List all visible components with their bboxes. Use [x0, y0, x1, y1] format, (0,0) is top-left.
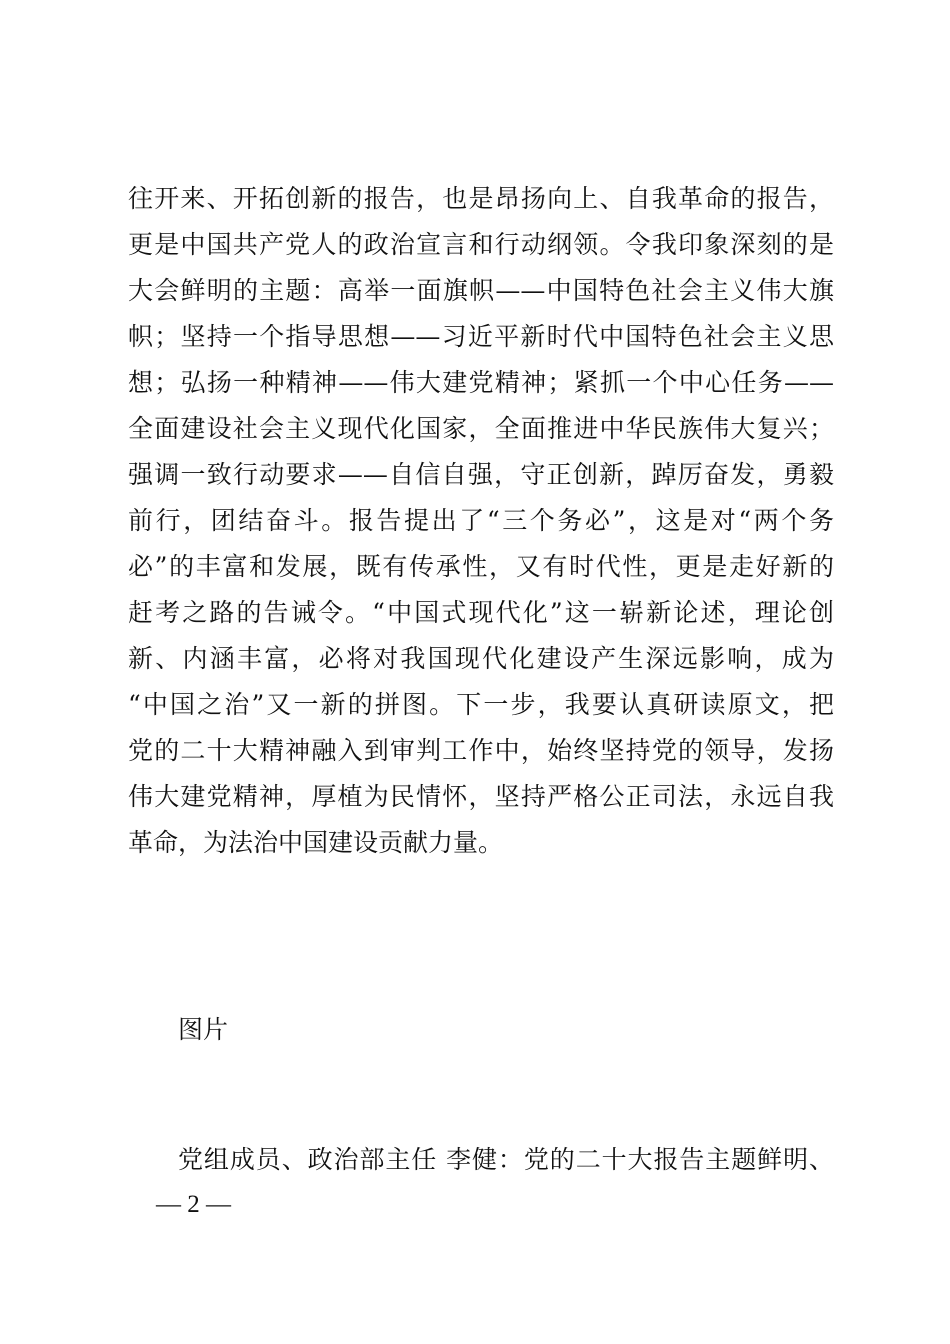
paragraph-line: 全面建设社会主义现代化国家，全面推进中华民族伟大复兴；: [128, 414, 834, 443]
body-paragraph: [128, 176, 834, 866]
page-number: — 2 —: [156, 1191, 231, 1218]
paragraph-line: 新、内涵丰富，必将对我国现代化建设产生深远影响，成为: [128, 644, 834, 673]
paragraph-line: 强调一致行动要求——自信自强，守正创新，踔厉奋发，勇毅: [128, 460, 834, 489]
image-caption: 图片: [178, 1015, 229, 1044]
paragraph-line: 大会鲜明的主题：高举一面旗帜——中国特色社会主义伟大旗: [128, 276, 834, 305]
paragraph-line: 伟大建党精神，厚植为民情怀，坚持严格公正司法，永远自我: [128, 782, 834, 811]
paragraph-line: 前行，团结奋斗。报告提出了“三个务必”，这是对“两个务: [128, 506, 834, 535]
paragraph-line: 想；弘扬一种精神——伟大建党精神；紧抓一个中心任务——: [128, 368, 834, 397]
paragraph-line: 往开来、开拓创新的报告，也是昂扬向上、自我革命的报告，: [128, 184, 834, 213]
paragraph-line: 更是中国共产党人的政治宣言和行动纲领。令我印象深刻的是: [128, 230, 834, 259]
paragraph-line: 必”的丰富和发展，既有传承性，又有时代性，更是走好新的: [128, 552, 834, 581]
paragraph-line: 帜；坚持一个指导思想——习近平新时代中国特色社会主义思: [128, 322, 834, 351]
paragraph-line: 党的二十大精神融入到审判工作中，始终坚持党的领导，发扬: [128, 736, 834, 765]
paragraph-line: “中国之治”又一新的拼图。下一步，我要认真研读原文，把: [128, 690, 834, 719]
next-paragraph-start: 党组成员、政治部主任 李健：党的二十大报告主题鲜明、: [178, 1145, 834, 1174]
paragraph-line: 革命，为法治中国建设贡献力量。: [128, 828, 504, 857]
paragraph-line: 赶考之路的告诫令。“中国式现代化”这一崭新论述，理论创: [128, 598, 834, 627]
